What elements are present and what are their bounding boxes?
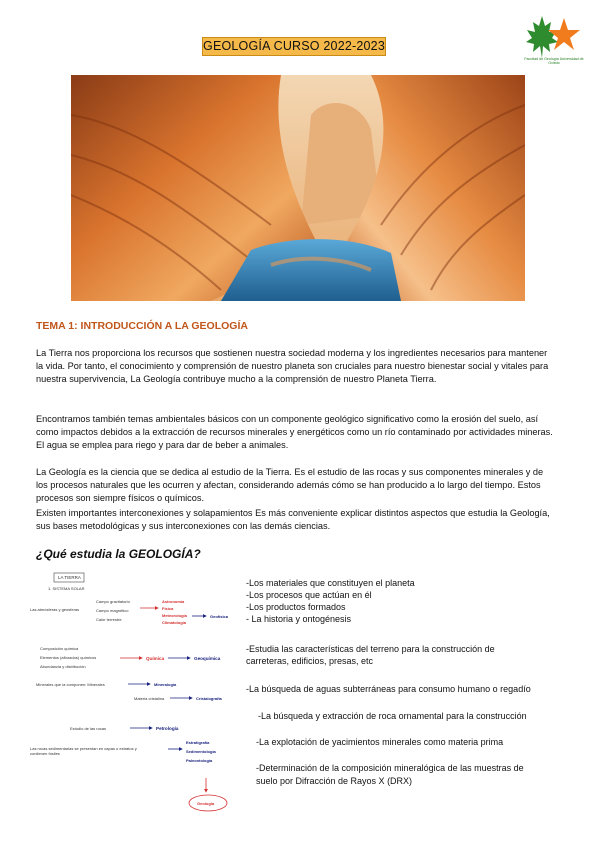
right-item-2: -Los productos formados xyxy=(246,602,346,612)
paragraph-3: La Geología es la ciencia que se dedica al estudio de la Tierra. Es el estudio de las rocas y sus componentes minerales y de los procesos naturales que les ocurren y afectan, considerando además cómo se han producido a lo largo del tiempo. Estos procesos son siempre físicos o químicos. xyxy=(36,467,544,503)
diagram-red2: Química xyxy=(146,656,165,661)
diagram-red1-0: Astronomía xyxy=(162,599,185,604)
canyon-photo xyxy=(71,75,525,301)
right-item-1: -Los procesos que actúan en él xyxy=(246,590,372,600)
diagram-sub1-2: Calor terrestre xyxy=(96,617,122,622)
diagram-blue3b: Cristalografía xyxy=(196,696,222,701)
diagram-blue3: Mineralogía xyxy=(154,682,177,687)
diagram-arrows xyxy=(30,568,245,820)
paragraph-1: La Tierra nos proporciona los recursos que sostienen nuestra sociedad moderna y los ingredientes necesarios para mantener la vida. Por tanto, el conocimiento y comprensión de nuestro planeta son cruciales para nuestro bienestar social y vitales para nuestra supervivencia, La Geología contribuye mucho a la comprensión de nuestro Planeta Tierra. xyxy=(36,348,549,384)
diagram-final: Geología xyxy=(197,801,215,806)
right-item-9: -Determinación de la composición mineralógica de las muestras de xyxy=(256,763,524,773)
diagram-rows1-left: Las atmósferas y geosferas xyxy=(30,607,80,612)
diagram-sub1-1: Campo magnético xyxy=(96,608,129,613)
diagram-blue5-1: Sedimentología xyxy=(186,749,216,754)
paragraph-2: Encontramos también temas ambientales básicos con un componente geológico significativo como la erosión del suelo, así como impactos debidos a la extracción de recursos minerales y energéticos como un río contaminado por actividades mineras. El agua se emplea para riego y para dar de beber a animales. xyxy=(36,414,553,450)
diagram-row3-sub: Materia cristalina xyxy=(134,696,165,701)
diagram-rows2-left-2: Abundancia y distribución xyxy=(40,664,86,669)
logo-caption: Facultad de Geología Universidad de Oviedo xyxy=(524,57,584,66)
right-item-10: suelo por Difracción de Rayos X (DRX) xyxy=(256,776,413,786)
diagram-rows2-left-0: Composición química xyxy=(40,646,79,651)
question-heading: ¿Qué estudia la GEOLOGÍA? xyxy=(36,547,201,561)
diagram-rows2-left-1: Elementos (aflorados) químicos xyxy=(40,655,97,660)
diagram-blue5-2: Paleontología xyxy=(186,758,213,763)
diagram-row3-left: Minerales que la componen: Minerales xyxy=(36,682,105,687)
right-item-0: -Los materiales que constituyen el planeta xyxy=(246,578,415,588)
diagram-blue2: Geoquímica xyxy=(194,656,221,661)
diagram-sistema: 1. SISTEMA SOLAR xyxy=(48,586,85,591)
right-item-8: -La explotación de yacimientos minerales como materia prima xyxy=(256,737,504,747)
right-item-7: -La búsqueda y extracción de roca ornamental para la construcción xyxy=(258,711,527,721)
right-item-4: -Estudia las características del terreno para la construcción de xyxy=(246,644,495,654)
section-title: TEMA 1: INTRODUCCIÓN A LA GEOLOGÍA xyxy=(36,320,248,332)
diagram-red1-3: Climatología xyxy=(162,620,187,625)
course-title: GEOLOGÍA CURSO 2022-2023 xyxy=(202,37,386,56)
right-item-3: - La historia y ontogénesis xyxy=(246,614,352,624)
right-item-6: -La búsqueda de aguas subterráneas para consumo humano o regadío xyxy=(246,684,531,694)
diagram-blue5-0: Estratigrafía xyxy=(186,740,210,745)
paragraph-4: Existen importantes interconexiones y solapamientos Es más conveniente explicar distintos aspectos que estudia la Geología, sus bases metodológicas y sus interconexiones con las demás ciencias. xyxy=(36,508,550,531)
diagram-top-box: LA TIERRA xyxy=(58,575,81,580)
right-item-5: carreteras, edificios, presas, etc xyxy=(246,656,374,666)
diagram-sub1-0: Campo gravitatorio xyxy=(96,599,130,604)
diagram-red1-2: Meteorología xyxy=(162,613,187,618)
diagram-blue4: Petrología xyxy=(156,726,179,731)
diagram-red1-1: Física xyxy=(162,606,174,611)
geology-branches-diagram xyxy=(30,568,245,820)
diagram-row5-left: Las rocas sedimentarias se presentan en capas o estratos y contienen fósiles xyxy=(30,746,137,756)
diagram-blue1: Geofísica xyxy=(210,614,229,619)
diagram-row4-left: Estudio de las rocas xyxy=(70,726,107,731)
